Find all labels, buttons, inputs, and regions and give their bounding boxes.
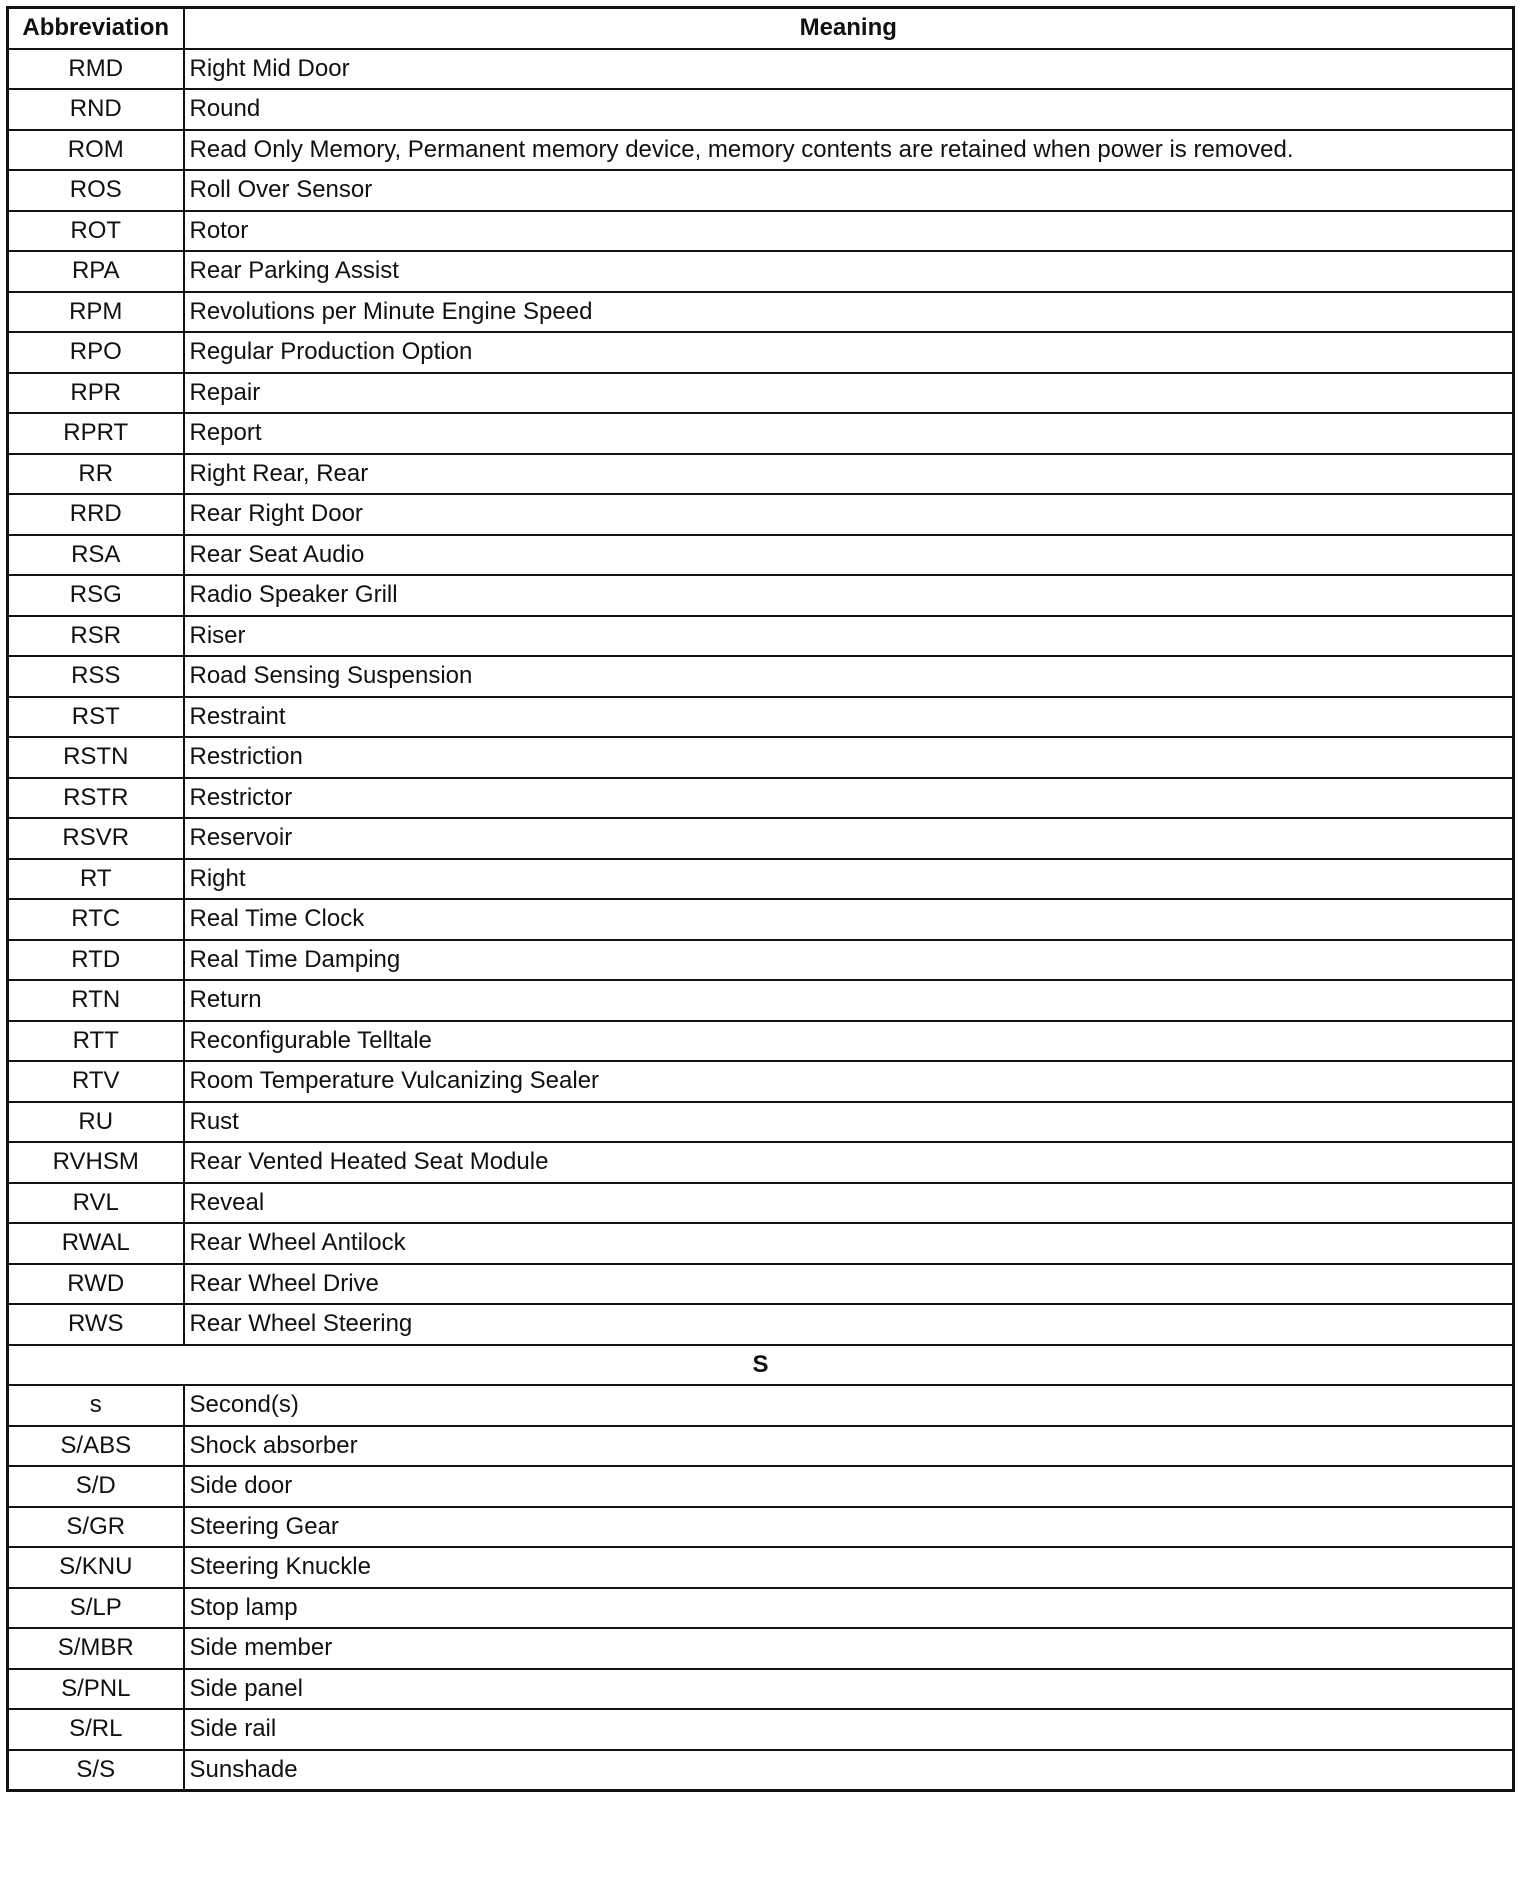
abbreviation-cell: ROM	[8, 130, 184, 171]
meaning-cell: Repair	[184, 373, 1514, 414]
table-row	[8, 251, 1514, 292]
meaning-cell: Regular Production Option	[184, 332, 1514, 373]
meaning-cell: Real Time Clock	[184, 899, 1514, 940]
table-row	[8, 454, 1514, 495]
abbreviation-cell: RTV	[8, 1061, 184, 1102]
abbreviation-cell: RSG	[8, 575, 184, 616]
table-row	[8, 1142, 1514, 1183]
abbreviation-cell: RR	[8, 454, 184, 495]
table-row	[8, 89, 1514, 130]
abbreviation-cell: RSA	[8, 535, 184, 576]
table-body	[8, 49, 1514, 1791]
meaning-cell: Room Temperature Vulcanizing Sealer	[184, 1061, 1514, 1102]
meaning-cell: Reveal	[184, 1183, 1514, 1224]
abbreviation-cell: RTT	[8, 1021, 184, 1062]
meaning-cell: Side member	[184, 1628, 1514, 1669]
meaning-cell: Restriction	[184, 737, 1514, 778]
table-row	[8, 1021, 1514, 1062]
abbreviation-cell: S/LP	[8, 1588, 184, 1629]
abbreviation-cell: S/RL	[8, 1709, 184, 1750]
table-row	[8, 859, 1514, 900]
table-row	[8, 1061, 1514, 1102]
abbreviation-cell: S/GR	[8, 1507, 184, 1548]
meaning-cell: Rear Wheel Steering	[184, 1304, 1514, 1345]
abbreviation-cell: S/ABS	[8, 1426, 184, 1467]
abbreviation-cell: RU	[8, 1102, 184, 1143]
abbreviation-cell: RWD	[8, 1264, 184, 1305]
meaning-cell: Rear Seat Audio	[184, 535, 1514, 576]
table-row	[8, 1102, 1514, 1143]
table-row	[8, 535, 1514, 576]
abbreviation-cell: S/PNL	[8, 1669, 184, 1710]
table-row	[8, 332, 1514, 373]
abbreviation-cell: S/MBR	[8, 1628, 184, 1669]
abbreviation-cell: RTN	[8, 980, 184, 1021]
abbreviation-cell: RPA	[8, 251, 184, 292]
abbreviation-cell: RVL	[8, 1183, 184, 1224]
header-row	[8, 8, 1514, 49]
meaning-cell: Right Rear, Rear	[184, 454, 1514, 495]
table-row	[8, 575, 1514, 616]
table-row	[8, 818, 1514, 859]
abbreviation-cell: S/KNU	[8, 1547, 184, 1588]
table-row	[8, 899, 1514, 940]
meaning-cell: Restraint	[184, 697, 1514, 738]
table-row	[8, 616, 1514, 657]
meaning-cell: Right	[184, 859, 1514, 900]
table-row	[8, 413, 1514, 454]
abbreviation-cell: RSS	[8, 656, 184, 697]
meaning-cell: Rear Wheel Antilock	[184, 1223, 1514, 1264]
abbreviation-cell: S/S	[8, 1750, 184, 1791]
meaning-cell: Real Time Damping	[184, 940, 1514, 981]
meaning-cell: Steering Gear	[184, 1507, 1514, 1548]
meaning-cell: Stop lamp	[184, 1588, 1514, 1629]
table-row	[8, 1426, 1514, 1467]
table-row	[8, 737, 1514, 778]
table-row	[8, 49, 1514, 90]
meaning-cell: Right Mid Door	[184, 49, 1514, 90]
abbreviation-cell: ROS	[8, 170, 184, 211]
abbreviation-cell: RSTR	[8, 778, 184, 819]
meaning-cell: Rear Wheel Drive	[184, 1264, 1514, 1305]
meaning-cell: Sunshade	[184, 1750, 1514, 1791]
abbreviation-column-header: Abbreviation	[8, 8, 184, 49]
meaning-cell: Rotor	[184, 211, 1514, 252]
meaning-cell: Reservoir	[184, 818, 1514, 859]
meaning-column-header: Meaning	[184, 8, 1514, 49]
meaning-cell: Side panel	[184, 1669, 1514, 1710]
meaning-cell: Side door	[184, 1466, 1514, 1507]
table-row	[8, 292, 1514, 333]
abbreviation-cell: RSTN	[8, 737, 184, 778]
table-row	[8, 1223, 1514, 1264]
meaning-cell: Rear Vented Heated Seat Module	[184, 1142, 1514, 1183]
abbreviation-cell: RTD	[8, 940, 184, 981]
abbreviation-cell: RWS	[8, 1304, 184, 1345]
abbreviation-cell: RVHSM	[8, 1142, 184, 1183]
table-row	[8, 1507, 1514, 1548]
meaning-cell: Radio Speaker Grill	[184, 575, 1514, 616]
abbreviation-cell: RND	[8, 89, 184, 130]
section-heading: S	[8, 1345, 1514, 1386]
meaning-cell: Round	[184, 89, 1514, 130]
table-row	[8, 940, 1514, 981]
table-row	[8, 778, 1514, 819]
table-row	[8, 1709, 1514, 1750]
meaning-cell: Steering Knuckle	[184, 1547, 1514, 1588]
abbreviation-table-page	[6, 6, 1512, 1792]
meaning-cell: Rear Right Door	[184, 494, 1514, 535]
table-row	[8, 373, 1514, 414]
abbreviation-cell: ROT	[8, 211, 184, 252]
table-row	[8, 980, 1514, 1021]
meaning-cell: Riser	[184, 616, 1514, 657]
meaning-cell: Restrictor	[184, 778, 1514, 819]
abbreviation-cell: RWAL	[8, 1223, 184, 1264]
abbreviation-cell: RSVR	[8, 818, 184, 859]
table-row	[8, 1669, 1514, 1710]
abbreviation-cell: S/D	[8, 1466, 184, 1507]
table-row	[8, 697, 1514, 738]
table-row	[8, 656, 1514, 697]
meaning-cell: Reconfigurable Telltale	[184, 1021, 1514, 1062]
meaning-cell: Return	[184, 980, 1514, 1021]
meaning-cell: Shock absorber	[184, 1426, 1514, 1467]
abbreviation-cell: RPR	[8, 373, 184, 414]
meaning-cell: Road Sensing Suspension	[184, 656, 1514, 697]
table-row	[8, 1183, 1514, 1224]
table-row	[8, 211, 1514, 252]
meaning-cell: Roll Over Sensor	[184, 170, 1514, 211]
meaning-cell: Report	[184, 413, 1514, 454]
abbreviation-table	[6, 6, 1515, 1792]
table-row	[8, 1385, 1514, 1426]
table-row	[8, 1547, 1514, 1588]
table-row	[8, 170, 1514, 211]
abbreviation-cell: RRD	[8, 494, 184, 535]
table-row	[8, 130, 1514, 171]
abbreviation-cell: RMD	[8, 49, 184, 90]
abbreviation-cell: RPRT	[8, 413, 184, 454]
table-row	[8, 494, 1514, 535]
meaning-cell: Rust	[184, 1102, 1514, 1143]
meaning-cell: Side rail	[184, 1709, 1514, 1750]
abbreviation-cell: RSR	[8, 616, 184, 657]
meaning-cell: Revolutions per Minute Engine Speed	[184, 292, 1514, 333]
table-row	[8, 1264, 1514, 1305]
meaning-cell: Second(s)	[184, 1385, 1514, 1426]
table-row	[8, 1628, 1514, 1669]
abbreviation-cell: RT	[8, 859, 184, 900]
section-row	[8, 1345, 1514, 1386]
abbreviation-cell: s	[8, 1385, 184, 1426]
abbreviation-cell: RPO	[8, 332, 184, 373]
table-row	[8, 1588, 1514, 1629]
table-row	[8, 1304, 1514, 1345]
abbreviation-cell: RST	[8, 697, 184, 738]
meaning-cell: Rear Parking Assist	[184, 251, 1514, 292]
abbreviation-cell: RPM	[8, 292, 184, 333]
meaning-cell: Read Only Memory, Permanent memory device, memory contents are retained when power is removed.	[184, 130, 1514, 171]
table-row	[8, 1750, 1514, 1791]
abbreviation-cell: RTC	[8, 899, 184, 940]
table-row	[8, 1466, 1514, 1507]
